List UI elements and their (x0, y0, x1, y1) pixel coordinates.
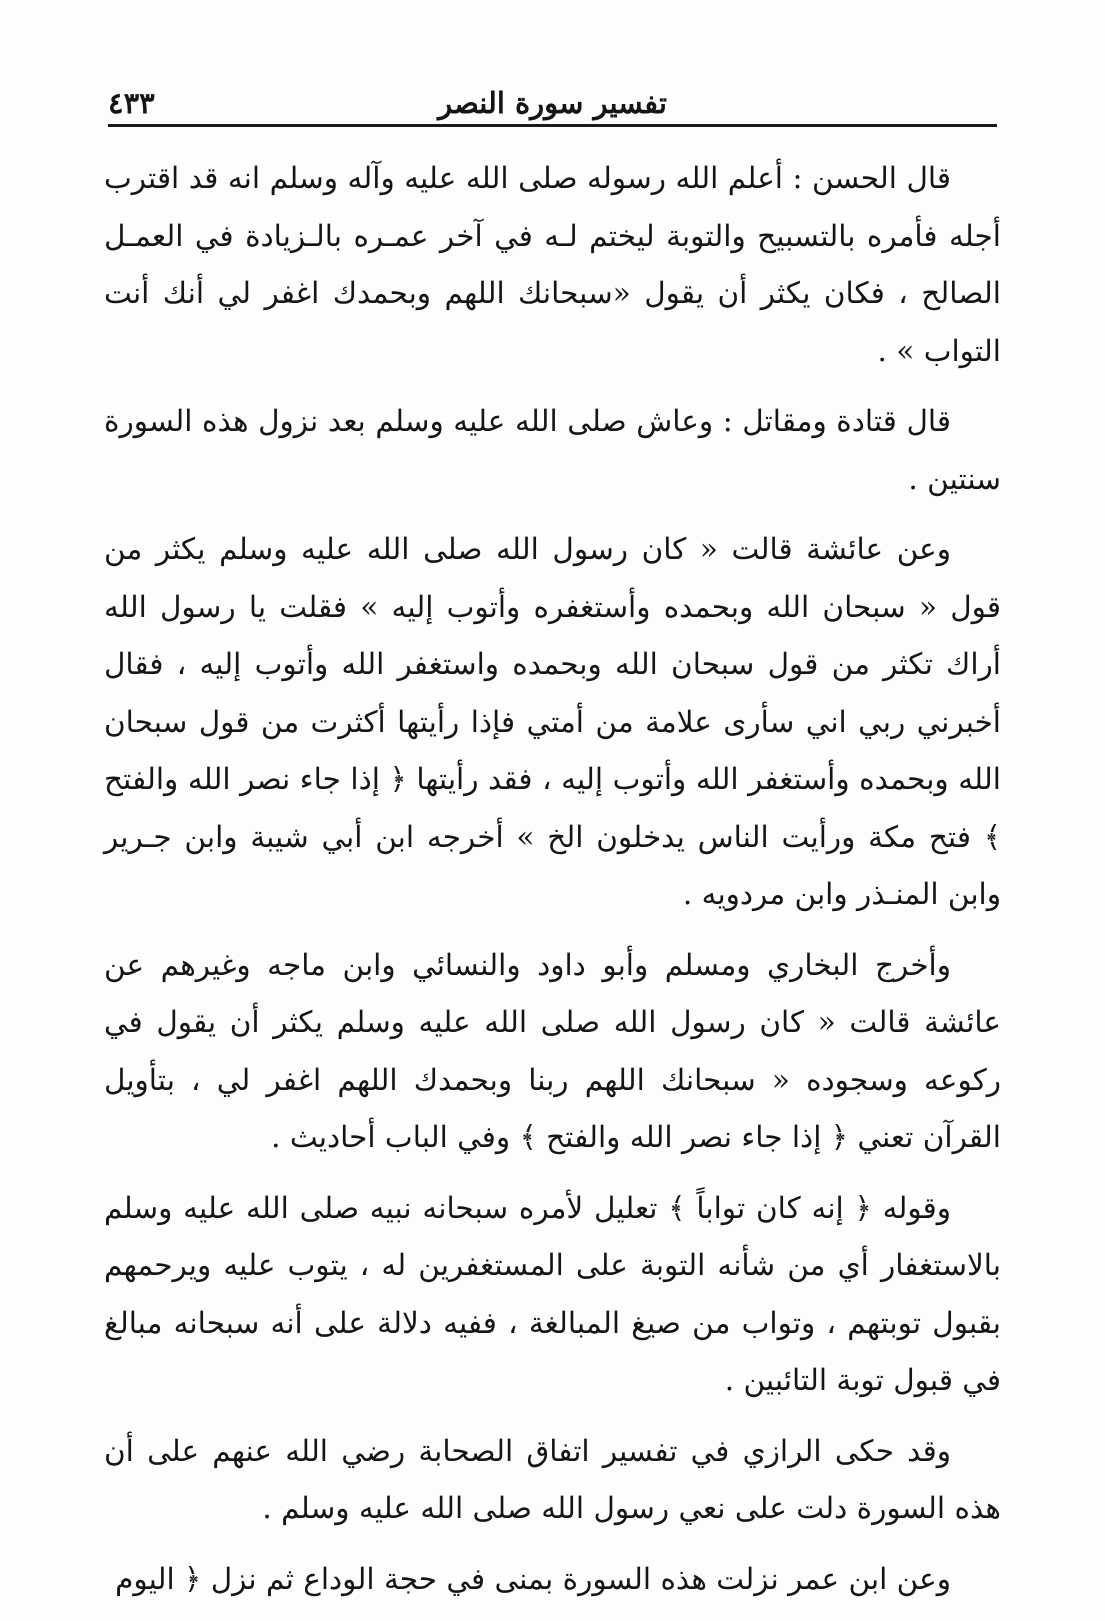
page-header (108, 80, 997, 126)
paragraph-6: وقد حكى الرازي في تفسير اتفاق الصحابة رضي الله عنهم على أن هذه السورة دلت على نعي رسول الله صلى الله عليه وسلم . (104, 1433, 1001, 1525)
paragraph-2: قال قتادة ومقاتل : وعاش صلى الله عليه وسلم بعد نزول هذه السورة سنتين . (104, 404, 1001, 496)
paragraph-1: قال الحسن : أعلم الله رسوله صلى الله عليه وآله وسلم انه قد اقترب أجله فأمره بالتسبيح والتوبة ليختم لـه في آخر عمـره بالـزيادة في العمـل الصالح ، فكان يكثر أن يقول «سبحانك اللهم وبحمدك اغفر لي أنك أنت التواب » . (104, 161, 1001, 368)
header-rule (108, 124, 997, 127)
body-text (104, 150, 1001, 1621)
paragraph-4: وأخرج البخاري ومسلم وأبو داود والنسائي وابن ماجه وغيرهم عن عائشة قالت « كان رسول الله صلى الله عليه وسلم يكثر أن يقول في ركوعه وسجوده « سبحانك اللهم ربنا وبحمدك اللهم اغفر لي ، بتأويل القرآن تعني ﴿ إذا جاء نصر الله والفتح ﴾ وفي الباب أحاديث . (104, 947, 1001, 1154)
running-title: تفسير سورة النصر (438, 86, 667, 120)
paragraph-5: وقوله ﴿ إنه كان تواباً ﴾ تعليل لأمره سبحانه نبيه صلى الله عليه وسلم بالاستغفار أي من شأنه التوبة على المستغفرين له ، يتوب عليه ويرحمهم بقبول توبتهم ، وتواب من صيغ المبالغة ، ففيه دلالة على أنه سبحانه مبالغ في قبول توبة التائبين . (104, 1190, 1001, 1397)
page-number: ٤٣٣ (108, 86, 155, 120)
paragraph-7: وعن ابن عمر نزلت هذه السورة بمنى في حجة الوداع ثم نزل ﴿ اليوم (115, 1561, 951, 1596)
paragraph-3: وعن عائشة قالت « كان رسول الله صلى الله عليه وسلم يكثر من قول « سبحان الله وبحمده وأستغفره وأتوب إليه » فقلت يا رسول الله أراك تكثر من قول سبحان الله وبحمده واستغفر الله وأتوب إليه ، فقال أخبرني ربي اني سأرى علامة من أمتي فإذا رأيتها أكثرت من قول سبحان الله وبحمده وأستغفر الله وأتوب إليه ، فقد رأيتها ﴿ إذا جاء نصر الله والفتح ﴾ فتح مكة ورأيت الناس يدخلون الخ » أخرجه ابن أبي شيبة وابن جـرير وابن المنـذر وابن مردويه . (104, 532, 1001, 911)
